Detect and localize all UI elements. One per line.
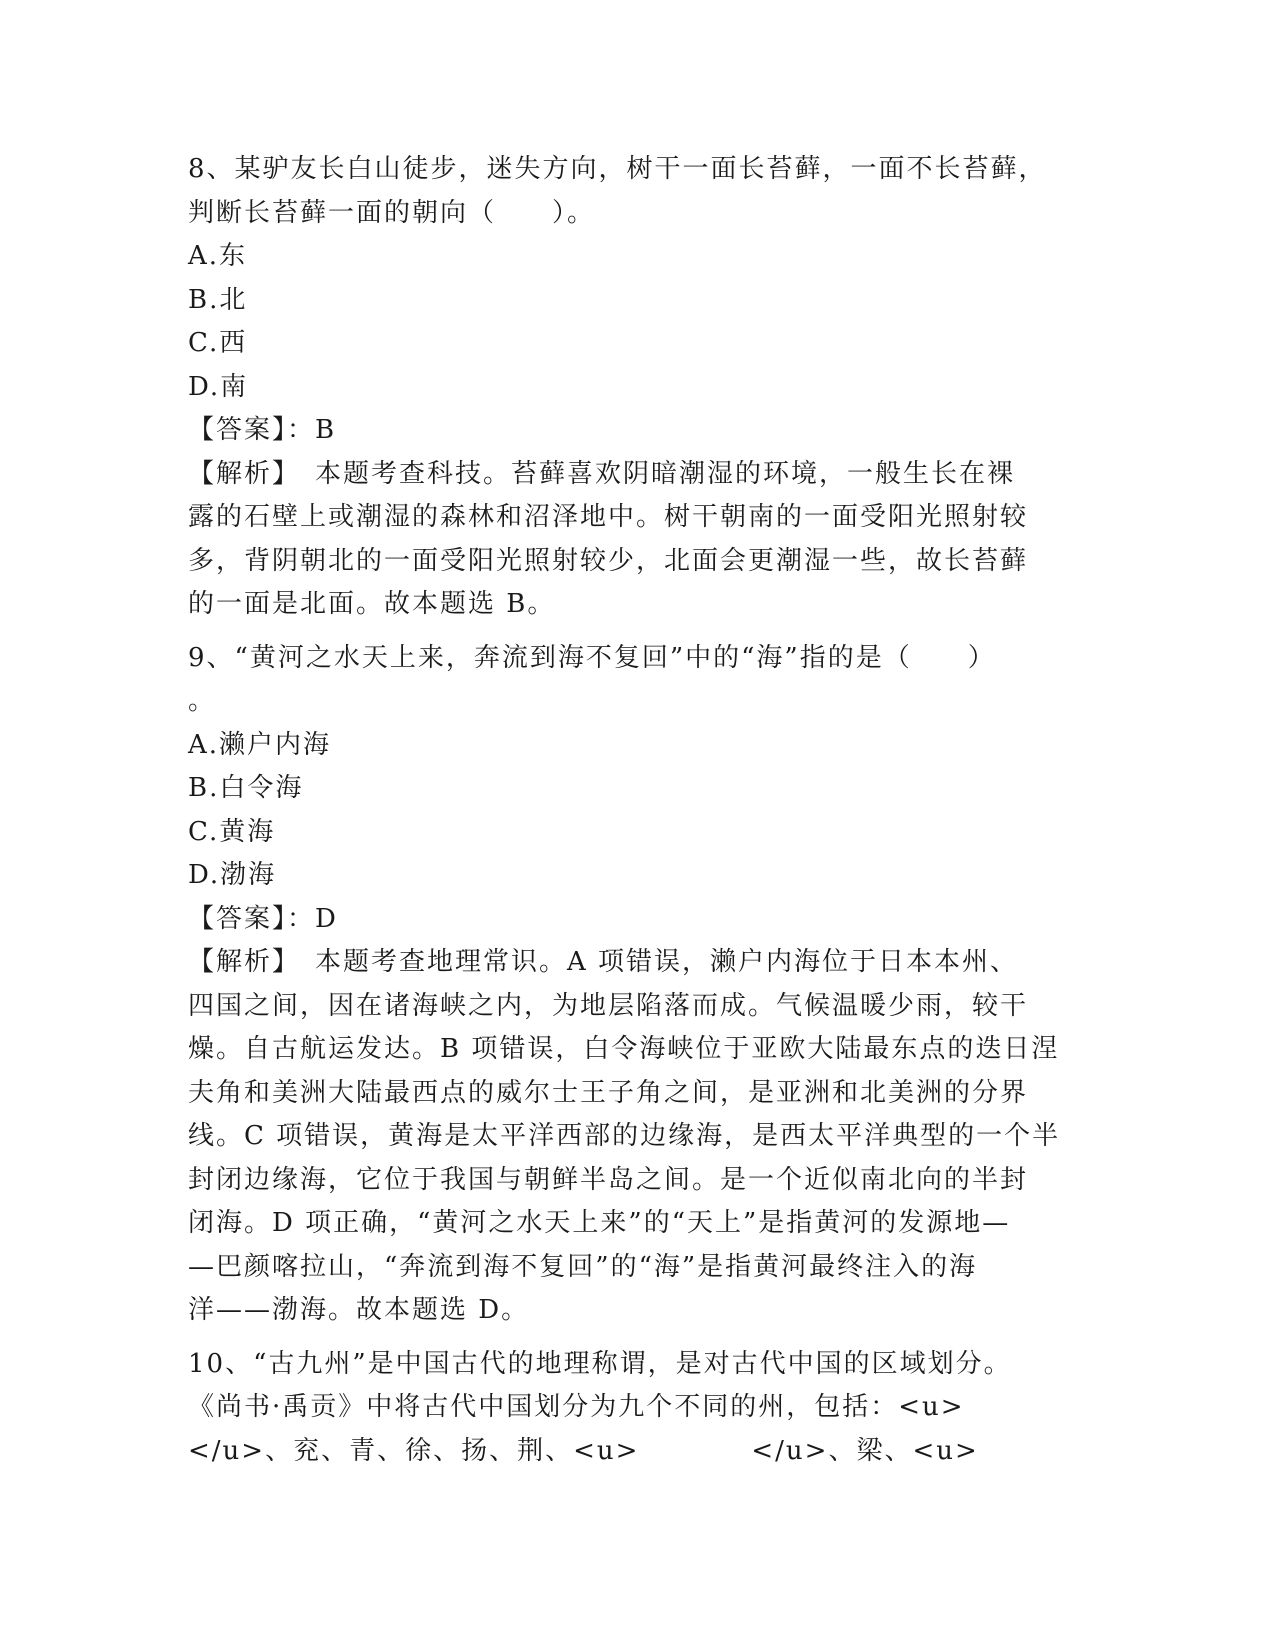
option-b: B.北 xyxy=(188,284,248,315)
analysis-line: 四国之间，因在诸海峡之内，为地层陷落而成。气候温暖少雨，较干 xyxy=(188,990,1029,1021)
analysis-line: 线。C 项错误，黄海是太平洋西部的边缘海，是西太平洋典型的一个半 xyxy=(188,1121,1061,1151)
question-gap xyxy=(188,627,1088,637)
analysis-line: 多，背阴朝北的一面受阳光照射较少，北面会更潮湿一些，故长苔藓 xyxy=(188,545,1029,576)
question-gap xyxy=(188,1333,1088,1343)
answer-line: 【答案】：D xyxy=(188,903,338,934)
analysis-line: 夫角和美洲大陆最西点的威尔士王子角之间，是亚洲和北美洲的分界 xyxy=(188,1077,1029,1108)
analysis-line: 封闭边缘海，它位于我国与朝鲜半岛之间。是一个近似南北向的半封 xyxy=(188,1164,1029,1195)
question-9 xyxy=(188,637,1088,1333)
analysis-line: 燥。自古航运发达。B 项错误，白令海峡位于亚欧大陆最东点的迭日涅 xyxy=(188,1034,1060,1064)
question-stem-line: 。 xyxy=(188,686,217,716)
analysis-line: 的一面是北面。故本题选 B。 xyxy=(188,589,556,619)
option-c: C.黄海 xyxy=(188,816,276,847)
document-content xyxy=(188,148,1088,1473)
option-c: C.西 xyxy=(188,328,248,358)
question-stem-line: </u>、兖、青、徐、扬、荆、<u> </u>、梁、<u> xyxy=(188,1435,979,1466)
analysis-line: 洋——渤海。故本题选 D。 xyxy=(188,1295,530,1325)
analysis-line: 【解析】 本题考查地理常识。A 项错误，濑户内海位于日本本州、 xyxy=(188,947,1019,977)
answer-line: 【答案】：B xyxy=(188,415,337,445)
option-a: A.东 xyxy=(188,241,248,271)
option-d: D.渤海 xyxy=(188,860,277,890)
analysis-line: 【解析】 本题考查科技。苔藓喜欢阴暗潮湿的环境，一般生长在裸 xyxy=(188,458,1016,489)
option-d: D.南 xyxy=(188,371,249,402)
question-10 xyxy=(188,1343,1088,1474)
analysis-line: 露的石壁上或潮湿的森林和沼泽地中。树干朝南的一面受阳光照射较 xyxy=(188,502,1029,532)
question-stem-line: 《尚书·禹贡》中将古代中国划分为九个不同的州，包括：<u> xyxy=(188,1392,965,1422)
option-b: B.白令海 xyxy=(188,773,304,803)
question-stem-line: 9、“黄河之水天上来，奔流到海不复回”中的“海”指的是（ ） xyxy=(188,642,996,673)
analysis-line: —巴颜喀拉山，“奔流到海不复回”的“海”是指黄河最终注入的海 xyxy=(188,1251,978,1282)
question-stem-line: 8、某驴友长白山徒步，迷失方向，树干一面长苔藓，一面不长苔藓， xyxy=(188,154,1047,184)
question-stem-line: 10、“古九州”是中国古代的地理称谓，是对古代中国的区域划分。 xyxy=(188,1348,1012,1379)
analysis-line: 闭海。D 项正确，“黄河之水天上来”的“天上”是指黄河的发源地— xyxy=(188,1208,1011,1238)
option-a: A.濑户内海 xyxy=(188,729,332,760)
question-8 xyxy=(188,148,1088,627)
question-stem-line: 判断长苔藓一面的朝向（ ）。 xyxy=(188,197,596,228)
